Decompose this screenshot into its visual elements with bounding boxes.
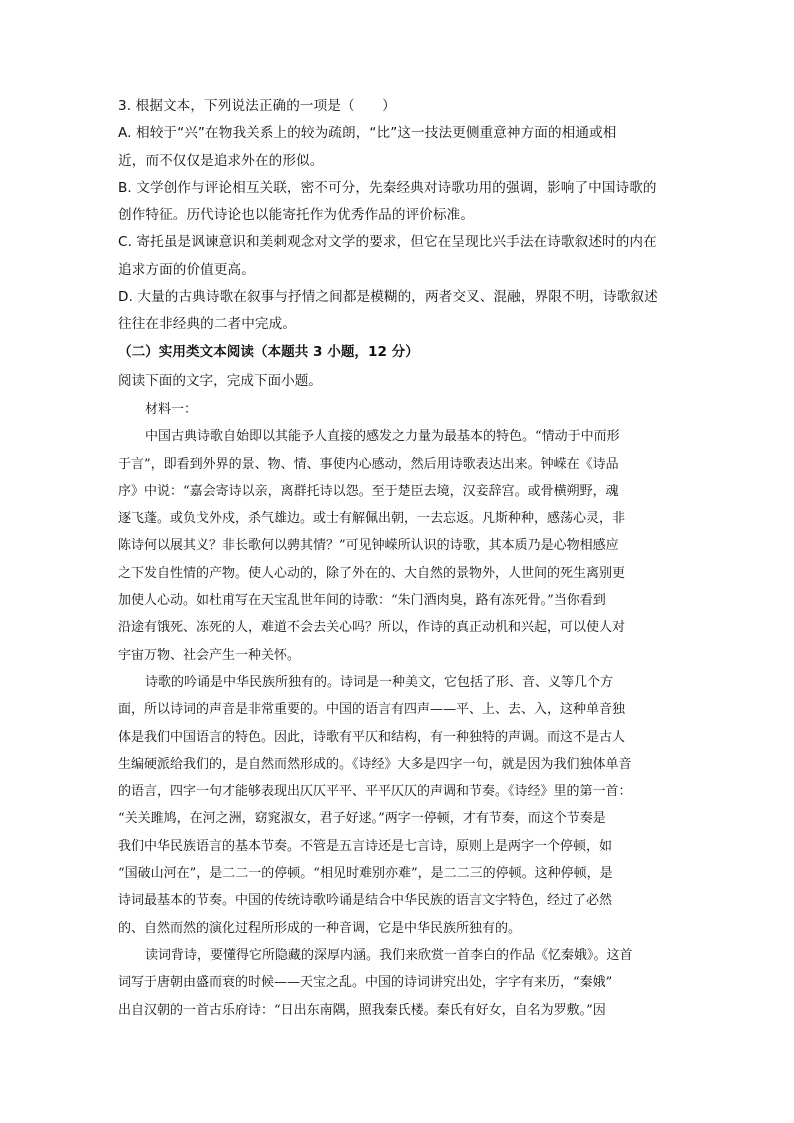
paragraph-1-line: 沿途有饿死、冻死的人，难道不会去关心吗？所以，作诗的真正动机和兴起，可以使人对: [118, 620, 626, 636]
paragraph-2-line: “关关雎鸠，在河之洲，窈窕淑女，君子好逑。”两字一停顿，才有节奏，而这个节奏是: [118, 811, 606, 827]
paragraph-2-line: 面，所以诗词的声音是非常重要的。中国的语言有四声——平、上、去、入，这种单音独: [118, 702, 626, 718]
paragraph-1-line: 于言”，即看到外界的景、物、情、事使内心感动，然后用诗歌表达出来。钟嵘在《诗品: [118, 456, 619, 472]
paragraph-1-line: 序》中说：“嘉会寄诗以亲，离群托诗以怨。至于楚臣去境，汉妾辞宫。或骨横朔野，魂: [118, 483, 619, 499]
paragraph-2-line: 我们中华民族语言的基本节奏。不管是五言诗还是七言诗，原则上是两字一个停顿，如: [118, 838, 613, 854]
paragraph-2-line: 体是我们中国语言的特色。因此，诗歌有平仄和结构，有一种独特的声调。而这不是古人: [118, 729, 626, 745]
paragraph-2-line: 的、自然而然的演化过程所形成的一种音调，它是中华民族所独有的。: [118, 920, 522, 936]
option-a-line-2: 近，而不仅仅是追求外在的形似。: [118, 152, 324, 169]
paragraph-2-line: 的语言，四字一句才能够表现出仄仄平平、平平仄仄的声调和节奏。《诗经》里的第一首：: [118, 784, 632, 800]
section-heading: （二）实用类文本阅读（本题共 3 小题，12 分）: [118, 344, 419, 360]
option-b-line-1: B. 文学创作与评论相互关联，密不可分，先秦经典对诗歌功用的强调，影响了中国诗歌的: [118, 179, 657, 196]
paragraph-3-line: 词写于唐朝由盛而衰的时候——天宝之乱。中国的诗词讲究出处，字字有来历，“秦娥”: [118, 975, 613, 991]
section-intro: 阅读下面的文字，完成下面小题。: [118, 373, 322, 389]
paragraph-3-line: 出自汉朝的一首古乐府诗：“日出东南隅，照我秦氏楼。秦氏有好女，自名为罗敷。”因: [118, 1002, 606, 1018]
option-d-line-2: 往往在非经典的二者中完成。: [118, 316, 297, 333]
option-c-line-1: C. 寄托虽是讽谏意识和美刺观念对文学的要求，但它在呈现比兴手法在诗歌叙述时的内在: [118, 234, 657, 251]
paragraph-2-line: 诗词最基本的节奏。中国的传统诗歌吟诵是结合中华民族的语言文字特色，经过了必然: [118, 893, 613, 909]
option-d-line-1: D. 大量的古典诗歌在叙事与抒情之间都是模糊的，两者交叉、混融，界限不明，诗歌叙述: [118, 289, 658, 306]
paragraph-2-line: “国破山河在”，是二二一的停顿。“相见时难别亦难”，是二二三的停顿。这种停顿，是: [118, 866, 613, 882]
paragraph-3-line: 读词背诗，要懂得它所隐藏的深厚内涵。我们来欣赏一首李白的作品《忆秦娥》。这首: [145, 947, 633, 963]
paragraph-2-line: 诗歌的吟诵是中华民族所独有的。诗词是一种美文，它包括了形、音、义等几个方: [145, 674, 614, 690]
paragraph-1-line: 加使人心动。如杜甫写在天宝乱世年间的诗歌：“朱门酒肉臭，路有冻死骨。”当你看到: [118, 593, 606, 609]
paragraph-2-line: 生编硬派给我们的，是自然而然形成的。《诗经》大多是四字一句，就是因为我们独体单音: [118, 756, 632, 772]
paragraph-1-line: 逐飞蓬。或负戈外戍，杀气雄边。或士有解佩出朝，一去忘返。凡斯种种，感荡心灵，非: [118, 511, 626, 527]
option-b-line-2: 创作特征。历代诗论也以能寄托作为优秀作品的评价标准。: [118, 207, 475, 224]
paragraph-1-line: 陈诗何以展其义？非长歌何以骋其情？”可见钟嵘所认识的诗歌，其本质乃是心物相感应: [118, 538, 619, 554]
material-one-passage: [118, 396, 678, 1024]
question-stem: 3. 根据文本，下列说法正确的一项是（ ）: [118, 98, 396, 114]
material-label: 材料一：: [145, 402, 198, 417]
question-3: [118, 93, 680, 339]
paragraph-1-line: 中国古典诗歌自始即以其能予人直接的感发之力量为最基本的特色。“情动于中而形: [145, 429, 620, 445]
option-a-line-1: A. 相较于“兴”在物我关系上的较为疏朗，“比”这一技法更侧重意神方面的相通或相: [118, 125, 617, 142]
option-c-line-2: 追求方面的价值更高。: [118, 261, 255, 278]
paragraph-1-line: 宇宙万物、社会产生一种关怀。: [118, 647, 301, 663]
paragraph-1-line: 之下发自性情的产物。使人心动的，除了外在的、大自然的景物外，人世间的死生离别更: [118, 565, 626, 581]
